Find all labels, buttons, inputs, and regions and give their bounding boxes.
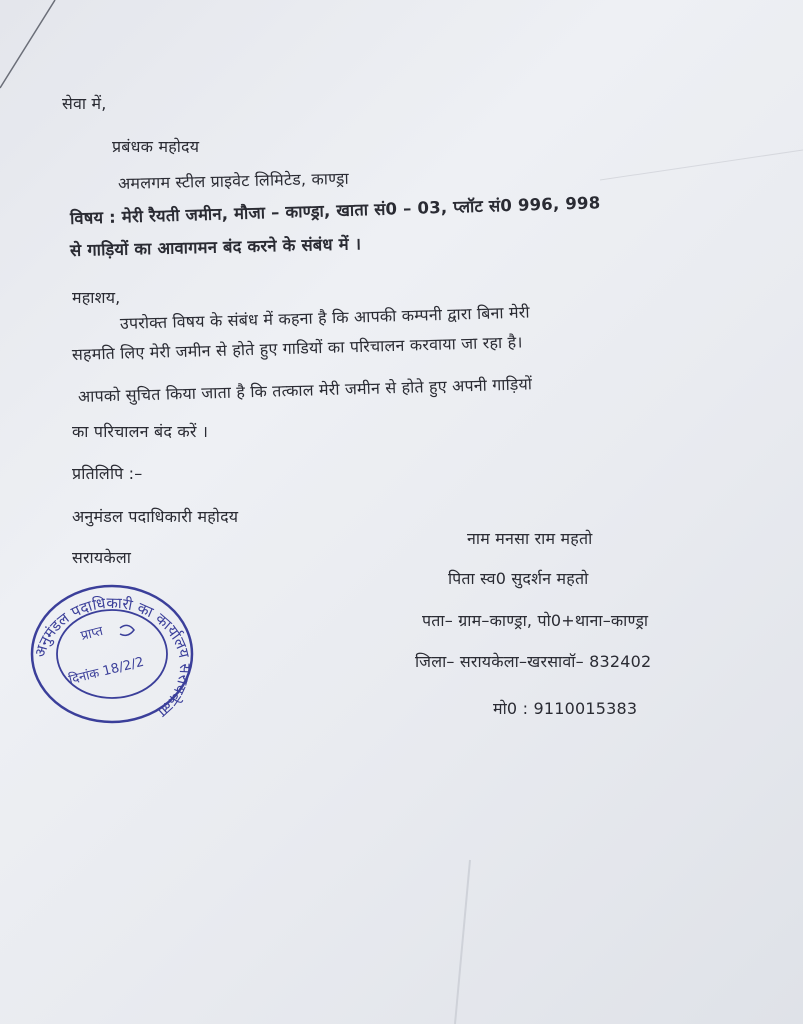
subject-line-1: विषय : मेरी रैयती जमीन, मौजा – काण्ड्रा, खाता सं0 – 03, प्लॉट सं0 996, 998 xyxy=(69,193,601,228)
copy-to-office: अनुमंडल पदाधिकारी महोदय xyxy=(72,507,239,526)
stamp-ring-text: अनुमंडल पदाधिकारी का कार्यालय सरायकेला xyxy=(30,593,195,721)
copy-to-place: सरायकेला xyxy=(72,548,132,567)
sender-father: पिता स्व0 सुदर्शन महतो xyxy=(448,569,589,588)
recipient: प्रबंधक महोदय xyxy=(112,137,200,156)
subject-line-2: से गाड़ियों का आवागमन बंद करने के संबंध में । xyxy=(69,234,362,260)
copy-label: प्रतिलिपि :– xyxy=(72,464,143,483)
body-line-4: का परिचालन बंद करें । xyxy=(72,422,209,441)
stamp-date: दिनांक 18/2/2 xyxy=(67,654,146,688)
body-line-3: आपको सुचित किया जाता है कि तत्काल मेरी जमीन से होते हुए अपनी गाड़ियों xyxy=(77,374,533,406)
company-name: अमलगम स्टील प्राइवेट लिमिटेड, काण्ड्रा xyxy=(117,168,350,193)
body-line-1: उपरोक्त विषय के संबंध में कहना है कि आपकी कम्पनी द्वारा बिना मेरी xyxy=(119,302,530,333)
office-stamp xyxy=(22,578,202,728)
sender-mobile: मो0 : 9110015383 xyxy=(493,699,638,718)
stamp-received: प्राप्त xyxy=(79,623,105,644)
greeting: महाशय, xyxy=(72,288,121,307)
body-line-2: सहमति लिए मेरी जमीन से होते हुए गाडियों का परिचालन करवाया जा रहा है। xyxy=(71,332,523,364)
sender-name: नाम मनसा राम महतो xyxy=(467,529,593,548)
sender-address: पता– ग्राम–काण्ड्रा, पो0+थाना–काण्ड्रा xyxy=(422,611,649,630)
sender-district: जिला– सरायकेला–खरसावॉ– 832402 xyxy=(415,652,652,671)
salutation-to: सेवा में, xyxy=(62,94,107,113)
